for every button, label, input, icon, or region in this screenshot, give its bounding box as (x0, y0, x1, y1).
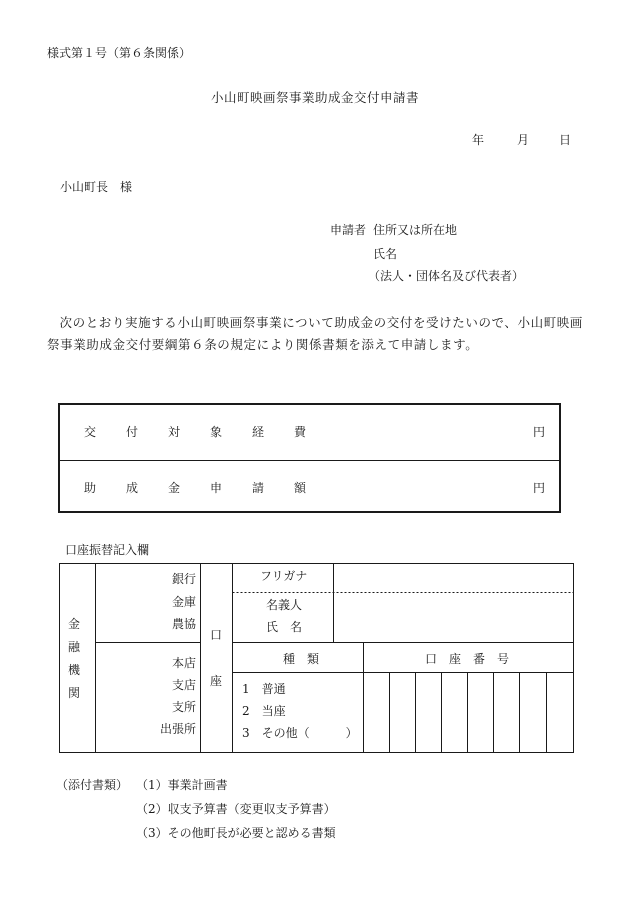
attachments-label: （添付書類） (56, 778, 129, 792)
institution-label-char: 金 (68, 617, 81, 631)
branch-type-label: 本店 (172, 656, 197, 670)
label-char: 経 (252, 425, 265, 439)
branch-type-label: 支店 (172, 678, 197, 692)
label-char: 象 (210, 425, 223, 439)
label-char: 費 (294, 425, 307, 439)
yen-unit: 円 (532, 481, 545, 495)
label-char: 請 (252, 481, 265, 495)
yen-unit: 円 (532, 425, 545, 439)
label-char: 付 (126, 425, 139, 439)
attachment-item: （1）事業計画書 (136, 778, 228, 792)
bank-type-label: 銀行 (172, 572, 197, 586)
label-char: 金 (168, 481, 181, 495)
applicant-name-label: 氏名 (373, 247, 398, 261)
label-char: 対 (168, 425, 181, 439)
attachment-item: （3）その他町長が必要と認める書類 (136, 826, 336, 840)
label-char: 額 (294, 481, 307, 495)
account-number-header: 口 座 番 号 (425, 652, 510, 666)
bank-type-label: 農協 (172, 617, 197, 631)
holder-name-label: 氏 名 (266, 620, 303, 634)
document-title: 小山町映画祭事業助成金交付申請書 (210, 90, 419, 105)
account-type-header: 種 類 (283, 652, 320, 666)
holder-label: 名義人 (266, 598, 303, 612)
addressee: 小山町長 様 (60, 180, 133, 194)
institution-label-char: 機 (68, 663, 81, 677)
label-char: 助 (84, 481, 97, 495)
date-month: 月 (517, 133, 530, 147)
institution-label-char: 融 (68, 640, 81, 654)
account-type-option: 2 当座 (242, 704, 286, 718)
date-year: 年 (472, 133, 485, 147)
label-char: 交 (84, 425, 97, 439)
branch-type-label: 支所 (172, 700, 197, 714)
account-label-char: 座 (210, 674, 223, 688)
applicant-label: 申請者 (330, 223, 367, 237)
label-char: 申 (210, 481, 223, 495)
form-number: 様式第１号（第６条関係） (47, 46, 192, 60)
furigana-label: フリガナ (260, 569, 308, 583)
label-char: 成 (126, 481, 139, 495)
attachment-item: （2）収支予算書（変更収支予算書） (136, 802, 336, 816)
body-paragraph: 次のとおり実施する小山町映画祭事業について助成金の交付を受けたいので、小山町映画祭事業助成金交付要綱第６条の規定により関係書類を添えて申請します。 (47, 315, 584, 352)
date-day: 日 (559, 133, 572, 147)
account-type-option: 1 普通 (242, 682, 286, 696)
bank-type-label: 金庫 (172, 595, 197, 609)
account-type-option: 3 その他（ ） (242, 726, 358, 740)
applicant-address-label: 住所又は所在地 (373, 223, 458, 237)
account-section-title: 口座振替記入欄 (65, 543, 150, 557)
branch-type-label: 出張所 (160, 722, 197, 736)
institution-label-char: 関 (68, 686, 81, 700)
account-label-char: 口 (210, 628, 223, 642)
applicant-corp-note: （法人・団体名及び代表者） (368, 269, 525, 283)
